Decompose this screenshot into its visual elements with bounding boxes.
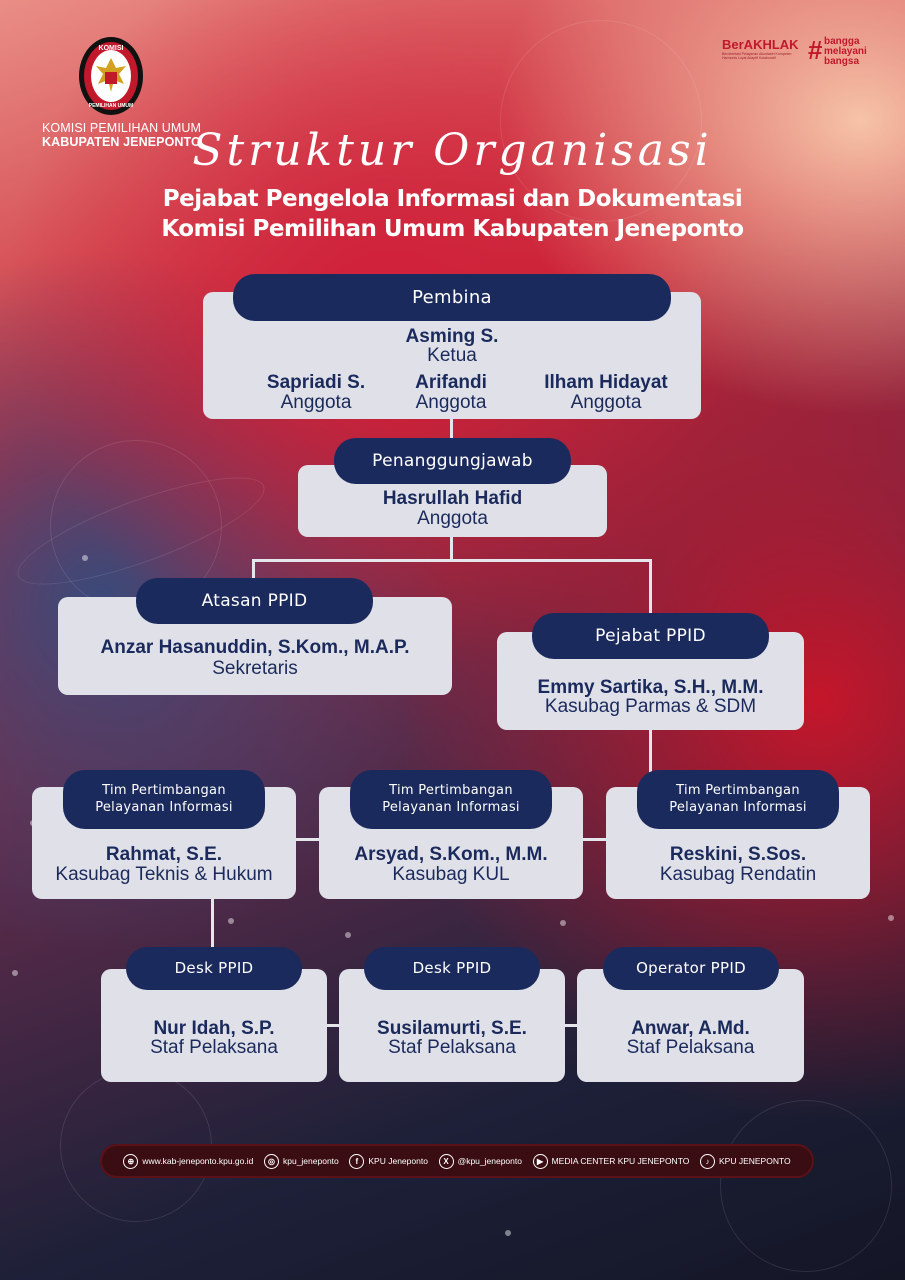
- connector-line: [252, 559, 652, 562]
- star: [228, 918, 234, 924]
- tiktok-text: KPU JENEPONTO: [718, 1156, 791, 1166]
- planet-decoration: [720, 1100, 892, 1272]
- subtitle-line2: Komisi Pemilihan Umum Kabupaten Jeneponto: [161, 216, 744, 242]
- tim-label-line2: Pelayanan Informasi: [382, 800, 520, 815]
- tiktok-link[interactable]: [700, 1154, 791, 1169]
- connector-line: [211, 898, 214, 950]
- staff-role: Staf Pelaksana: [626, 1037, 755, 1058]
- connector-line: [582, 838, 608, 841]
- logo-top-text: KOMISI: [98, 45, 124, 52]
- tim-name: Arsyad, S.Kom., M.M.: [354, 844, 548, 865]
- connector-line: [450, 536, 453, 561]
- x-link[interactable]: [439, 1154, 522, 1169]
- staff-role: Staf Pelaksana: [388, 1037, 516, 1058]
- tim-label-line1: Tim Pertimbangan: [676, 783, 800, 798]
- ketua-name: Asming S.: [405, 326, 499, 347]
- youtube-text: MEDIA CENTER KPU JENEPONTO: [551, 1156, 690, 1166]
- pejabat-name: Emmy Sartika, S.H., M.M.: [537, 677, 764, 698]
- website-text: www.kab-jeneponto.kpu.go.id: [142, 1156, 254, 1166]
- penanggungjawab-label: Penanggungjawab: [334, 438, 571, 484]
- member-role: Anggota: [280, 392, 352, 413]
- tim-name: Rahmat, S.E.: [105, 844, 223, 865]
- tim-label: [63, 770, 265, 829]
- member-role: Anggota: [570, 392, 642, 413]
- member-name: Arifandi: [415, 372, 487, 393]
- page-title: Struktur Organisasi: [192, 125, 713, 176]
- tim-role: Kasubag Rendatin: [659, 864, 817, 885]
- instagram-text: kpu_jeneponto: [282, 1156, 339, 1166]
- staff-name: Nur Idah, S.P.: [153, 1018, 275, 1039]
- staff-name: Susilamurti, S.E.: [377, 1018, 527, 1039]
- tim-label: [350, 770, 552, 829]
- penanggungjawab-role: Anggota: [417, 508, 488, 529]
- staff-label: Desk PPID: [126, 947, 302, 990]
- bangsa-word: bangsa: [824, 56, 860, 67]
- pembina-label: Pembina: [233, 274, 671, 321]
- atasan-label: Atasan PPID: [136, 578, 373, 624]
- star: [560, 920, 566, 926]
- x-text: @kpu_jeneponto: [457, 1156, 522, 1166]
- connector-line: [649, 559, 652, 614]
- staff-role: Staf Pelaksana: [150, 1037, 278, 1058]
- ketua-role: Ketua: [427, 345, 477, 366]
- pejabat-label: Pejabat PPID: [532, 613, 769, 659]
- member-name: Ilham Hidayat: [544, 372, 668, 393]
- tim-label: [637, 770, 839, 829]
- star: [82, 555, 88, 561]
- penanggungjawab-name: Hasrullah Hafid: [382, 488, 523, 509]
- instagram-icon: ◎: [264, 1154, 279, 1169]
- hashtag-glyph: #: [808, 35, 823, 65]
- globe-icon: ⊕: [123, 1154, 138, 1169]
- youtube-link[interactable]: [533, 1154, 690, 1169]
- berakhlak-logo: [722, 37, 804, 60]
- facebook-link[interactable]: [349, 1154, 428, 1169]
- logo-bottom-text: PEMILIHAN UMUM: [88, 103, 134, 109]
- member-role: Anggota: [415, 392, 487, 413]
- subtitle-line1: Pejabat Pengelola Informasi dan Dokumentasi: [162, 186, 743, 212]
- facebook-text: KPU Jeneponto: [368, 1156, 428, 1166]
- tim-label-line1: Tim Pertimbangan: [102, 783, 226, 798]
- facebook-icon: f: [349, 1154, 364, 1169]
- tiktok-icon: ♪: [700, 1154, 715, 1169]
- atasan-name: Anzar Hasanuddin, S.Kom., M.A.P.: [100, 637, 410, 658]
- star: [12, 970, 18, 976]
- kpu-logo: [78, 36, 144, 116]
- atasan-role: Sekretaris: [212, 658, 298, 679]
- berakhlak-text: BerAKHLAK: [722, 37, 799, 52]
- star: [345, 932, 351, 938]
- berakhlak-tagline: Berorientasi Pelayanan Akuntabel Kompeten Harmonis Loyal Adaptif Kolaboratif: [722, 52, 792, 60]
- staff-label: Desk PPID: [364, 947, 540, 990]
- tim-label-line2: Pelayanan Informasi: [669, 800, 807, 815]
- star: [505, 1230, 511, 1236]
- instagram-link[interactable]: [264, 1154, 339, 1169]
- tim-label-line1: Tim Pertimbangan: [389, 783, 513, 798]
- pejabat-role: Kasubag Parmas & SDM: [544, 696, 757, 717]
- social-footer: [100, 1144, 814, 1178]
- bangga-word: bangga: [824, 36, 860, 47]
- staff-label: Operator PPID: [603, 947, 779, 990]
- tim-name: Reskini, S.Sos.: [669, 844, 807, 865]
- tim-role: Kasubag KUL: [392, 864, 510, 885]
- tim-role: Kasubag Teknis & Hukum: [55, 864, 273, 885]
- melayani-word: melayani: [824, 46, 867, 57]
- x-icon: X: [439, 1154, 454, 1169]
- star: [888, 915, 894, 921]
- org-name-line1: KOMISI PEMILIHAN UMUM: [42, 121, 202, 135]
- org-name-line2: KABUPATEN JENEPONTO: [42, 135, 201, 149]
- staff-name: Anwar, A.Md.: [631, 1018, 750, 1039]
- tim-label-line2: Pelayanan Informasi: [95, 800, 233, 815]
- connector-line: [450, 418, 453, 438]
- website-link[interactable]: [123, 1154, 253, 1169]
- connector-line: [295, 838, 320, 841]
- youtube-icon: ▶: [533, 1154, 548, 1169]
- member-name: Sapriadi S.: [266, 372, 366, 393]
- connector-line: [649, 729, 652, 773]
